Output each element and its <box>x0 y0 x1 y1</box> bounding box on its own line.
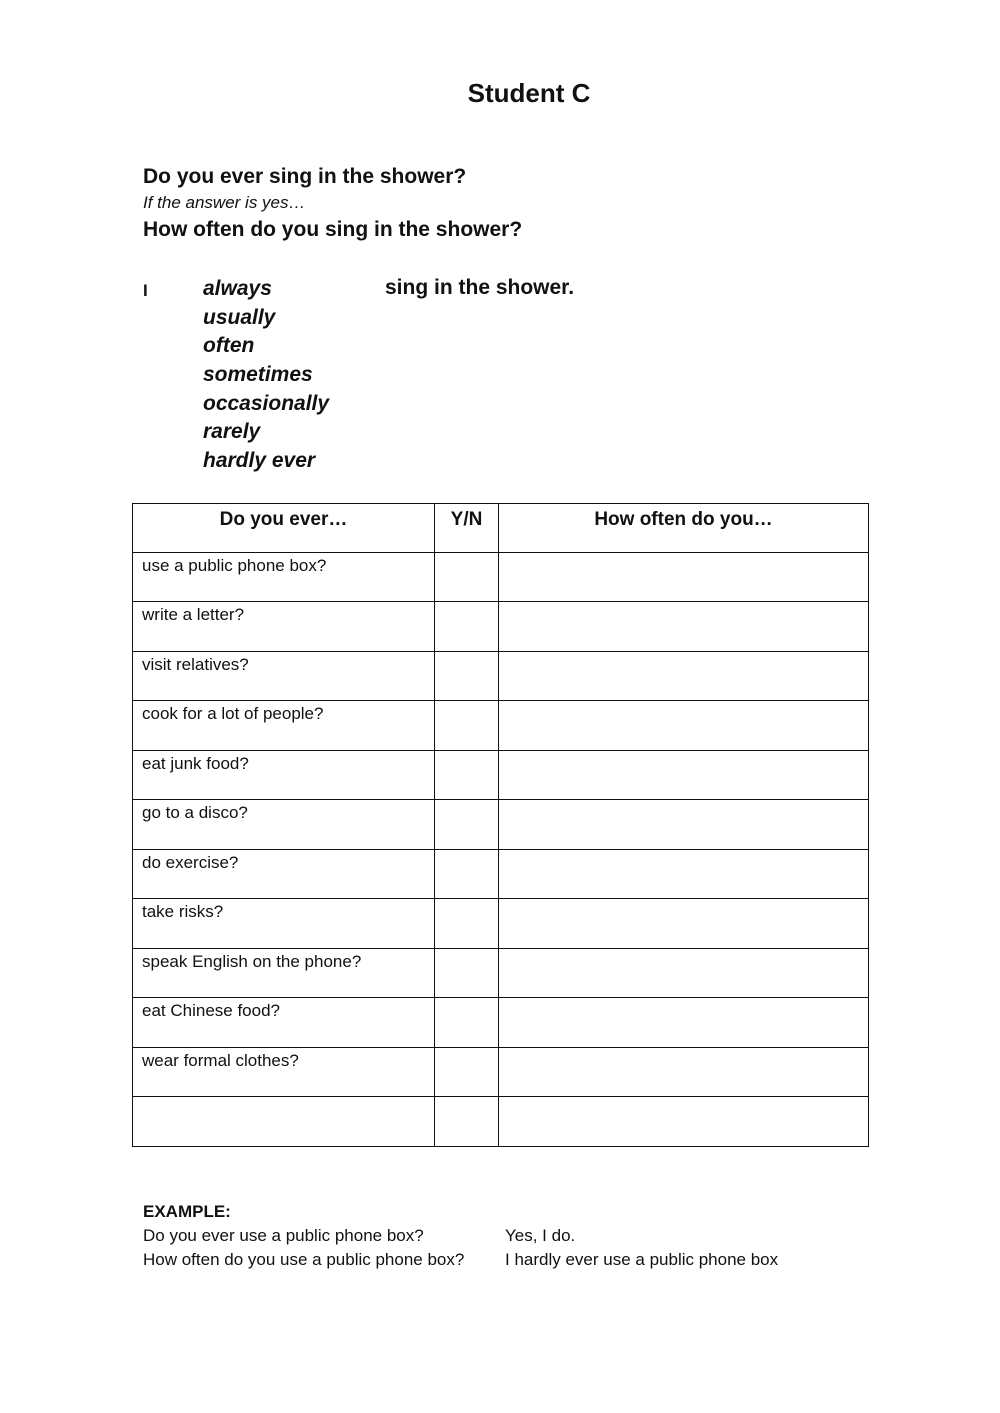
survey-table <box>132 503 869 1147</box>
activity-cell: eat Chinese food? <box>133 998 435 1048</box>
example-section <box>143 1200 778 1272</box>
yes-no-cell[interactable] <box>435 800 499 850</box>
table-row <box>133 1047 869 1097</box>
yes-no-cell[interactable] <box>435 998 499 1048</box>
yes-no-cell[interactable] <box>435 750 499 800</box>
how-often-cell[interactable] <box>499 1097 869 1147</box>
table-row <box>133 948 869 998</box>
activity-cell: write a letter? <box>133 602 435 652</box>
activity-cell: cook for a lot of people? <box>133 701 435 751</box>
how-often-cell[interactable] <box>499 1047 869 1097</box>
table-row <box>133 800 869 850</box>
how-often-cell[interactable] <box>499 998 869 1048</box>
activity-cell: eat junk food? <box>133 750 435 800</box>
table-row <box>133 899 869 949</box>
activity-cell: speak English on the phone? <box>133 948 435 998</box>
yes-no-cell[interactable] <box>435 1097 499 1147</box>
yes-no-cell[interactable] <box>435 948 499 998</box>
activity-cell: use a public phone box? <box>133 552 435 602</box>
yes-no-cell[interactable] <box>435 1047 499 1097</box>
yes-no-cell[interactable] <box>435 651 499 701</box>
table-row <box>133 701 869 751</box>
conditional-note: If the answer is yes… <box>143 193 306 212</box>
how-often-cell[interactable] <box>499 552 869 602</box>
adverb-item: rarely <box>203 420 261 444</box>
table-header-row <box>133 504 869 553</box>
adverb-item: sometimes <box>203 363 313 387</box>
frequency-adverb-list <box>203 275 329 476</box>
activity-cell: wear formal clothes? <box>133 1047 435 1097</box>
yes-no-cell[interactable] <box>435 849 499 899</box>
header-activity: Do you ever… <box>133 504 435 553</box>
activity-cell: do exercise? <box>133 849 435 899</box>
how-often-cell[interactable] <box>499 849 869 899</box>
header-yes-no: Y/N <box>435 504 499 553</box>
table-row <box>133 849 869 899</box>
activity-cell: go to a disco? <box>133 800 435 850</box>
yes-no-cell[interactable] <box>435 899 499 949</box>
yes-no-cell[interactable] <box>435 552 499 602</box>
yes-no-cell[interactable] <box>435 602 499 652</box>
example-answer: I hardly ever use a public phone box <box>505 1250 779 1269</box>
example-row <box>143 1248 778 1272</box>
adverb-item: occasionally <box>203 391 330 415</box>
how-often-cell[interactable] <box>499 750 869 800</box>
adverb-item: hardly ever <box>203 449 316 473</box>
adverb-item: always <box>203 277 272 300</box>
table-row <box>133 998 869 1048</box>
sentence-tail: sing in the shower. <box>385 276 575 299</box>
example-row <box>143 1224 778 1248</box>
yes-no-cell[interactable] <box>435 701 499 751</box>
page-title: Student C <box>467 78 591 108</box>
example-answer: Yes, I do. <box>505 1226 576 1245</box>
how-often-cell[interactable] <box>499 701 869 751</box>
how-often-cell[interactable] <box>499 651 869 701</box>
how-often-cell[interactable] <box>499 602 869 652</box>
example-question: Do you ever use a public phone box? <box>143 1226 424 1245</box>
question-sing-shower: Do you ever sing in the shower? <box>143 165 467 188</box>
activity-cell[interactable] <box>133 1097 435 1147</box>
how-often-cell[interactable] <box>499 948 869 998</box>
table-row <box>133 602 869 652</box>
question-how-often: How often do you sing in the shower? <box>143 218 523 241</box>
adverb-item: usually <box>203 305 276 329</box>
table-row <box>133 1097 869 1147</box>
how-often-cell[interactable] <box>499 800 869 850</box>
example-question: How often do you use a public phone box? <box>143 1250 465 1269</box>
table-row <box>133 552 869 602</box>
header-how-often: How often do you… <box>499 504 869 553</box>
table-row <box>133 651 869 701</box>
how-often-cell[interactable] <box>499 899 869 949</box>
activity-cell: visit relatives? <box>133 651 435 701</box>
example-label: EXAMPLE: <box>143 1202 231 1221</box>
adverb-item: often <box>203 334 255 358</box>
table-row <box>133 750 869 800</box>
activity-cell: take risks? <box>133 899 435 949</box>
pronoun-label: I <box>143 281 148 300</box>
